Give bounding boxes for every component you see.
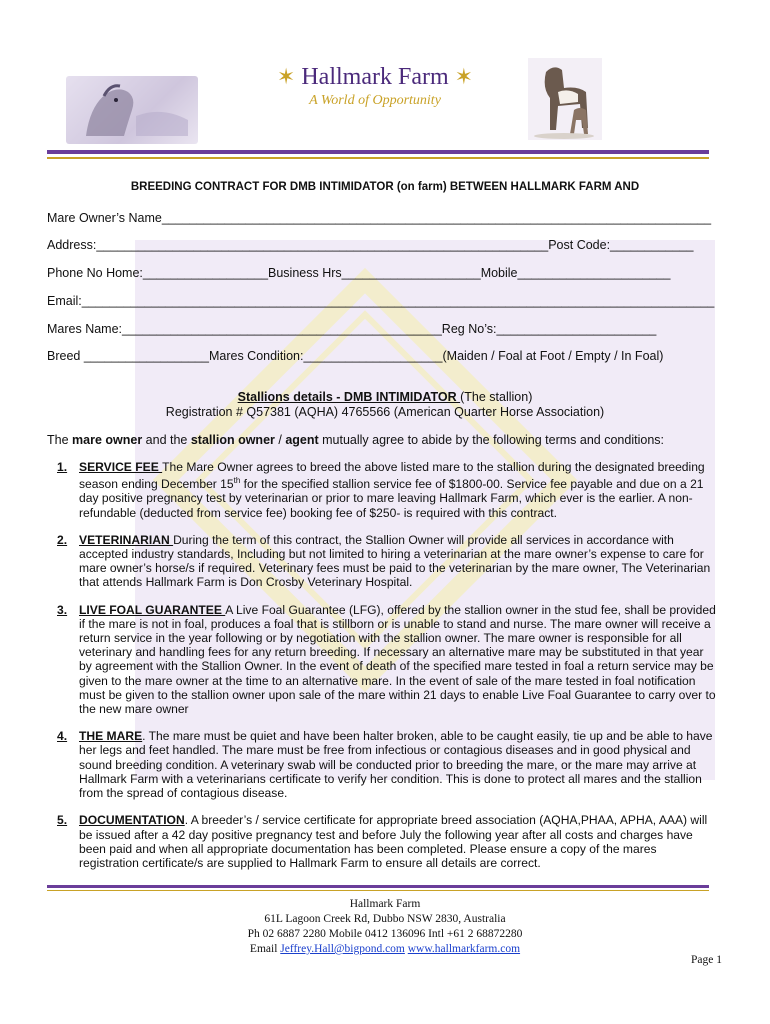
clause-number: 3. (57, 602, 68, 617)
stallion-heading-suffix: (The stallion) (460, 390, 533, 404)
clause-text: for the specified stallion service fee of $1800-00. Service fee payable and due on a 21 day positive pregnancy test by veterinarian or prior to mare leaving Hallmark Farm, which ever is the earlier. A non-refundable (deducted from service fee) booking fee of $250- is required with this contract. (79, 477, 704, 520)
clauses-list (47, 460, 719, 883)
address-field: Address:_________________________________________________________________Post Code:____________ (47, 238, 694, 252)
clause-documentation (47, 813, 719, 870)
stallion-heading-title: Stallions details - DMB INTIMIDATOR (237, 390, 461, 404)
clause-body (79, 460, 719, 520)
intro-mare-owner: mare owner (72, 433, 143, 447)
page-number: Page 1 (691, 954, 722, 966)
footer-name: Hallmark Farm (349, 898, 421, 910)
clause-heading: THE MARE (79, 729, 143, 744)
mares-name-field: Mares Name:______________________________________________Reg No’s:_______________________ (47, 322, 657, 336)
stallion-heading (0, 390, 770, 404)
brand-name: Hallmark Farm (301, 64, 449, 90)
clause-body (79, 729, 719, 800)
clause-heading: DOCUMENTATION (79, 813, 185, 828)
clause-text: During the term of this contract, the Stallion Owner will provide all services in accordance with accepted industry standards, Including but not limited to hiring a veterinarian at the mare owner’s expense to care for mare owner’s horse/s if required. Veterinary fees must be paid to the veterinarian by the mare owner, The Veterinarian that attends Hallmark Farm is Don Crosby Veterinary Hospital. (79, 532, 711, 590)
intro-text: mutually agree to abide by the following terms and conditions: (318, 433, 664, 447)
clause-number: 1. (57, 460, 68, 474)
intro-text: and the (142, 433, 191, 447)
clause-heading: LIVE FOAL GUARANTEE (79, 602, 226, 617)
clause-number: 4. (57, 729, 68, 744)
star-icon: ✶ (454, 64, 474, 89)
clause-superscript: th (233, 476, 241, 486)
clause-text: . The mare must be quiet and have been halter broken, able to be caught easily, tie up and be able to have her legs and feet handled. The mare must be free from infectious or contagious diseases and in good physical and sound breeding condition. A veterinary swab will be conducted prior to breeding the mare, or the mare may arrive at Hallmark Farm with a veterinarians certificate to verify her condition. This is done to protect all mares and the stallion from the spread of contagious disease. (79, 729, 713, 801)
clause-heading: VETERINARIAN (79, 532, 174, 547)
footer-address: 61L Lagoon Creek Rd, Dubbo NSW 2830, Australia (264, 913, 506, 925)
clause-heading: SERVICE FEE (79, 460, 163, 474)
clause-body (79, 813, 719, 870)
breed-field: Breed __________________Mares Condition:____________________(Maiden / Foal at Foot / Empty / In Foal) (47, 349, 664, 363)
clause-text: A Live Foal Guarantee (LFG), offered by the stallion owner in the stud fee, shall be provided if the mare is not in foal, produces a foal that is stillborn or is unable to stand and nurse. The mare owner will receive a return service in the year following or by negotiation with the stallion owner. The mare owner is responsible for all veterinary and handling fees for any return breeding. If necessary an alternative mare may be substituted in that year by agreement with the Stallion Owner. In the event of death of the specified mare tested in foal a return service may be given to the mare owner at the time to an alternative mare. In the event of sale of the mare tested in foal notification must be given to the stallion owner upon sale of the mare within 21 days to enable Live Foal Guarantee to carry over to the new mare owner (79, 602, 716, 717)
footer (0, 897, 770, 957)
intro-text: / (274, 433, 286, 447)
owner-name-field: Mare Owner’s Name_______________________________________________________________________________ (47, 211, 712, 225)
clause-text: The Mare Owner agrees to breed the above listed mare to the stallion during the designated breeding season ending December 15 (79, 460, 705, 492)
brand-tagline: A World of Opportunity (309, 93, 441, 108)
clause-the-mare (47, 729, 719, 800)
clause-body (79, 603, 719, 717)
contract-title: BREEDING CONTRACT FOR DMB INTIMIDATOR (on farm) BETWEEN HALLMARK FARM AND (130, 181, 640, 193)
email-field: Email:___________________________________________________________________________________________ (47, 294, 715, 308)
brand-block (240, 64, 510, 109)
intro-text: The (47, 433, 73, 447)
footer-email-label: Email (249, 943, 281, 955)
intro-paragraph (47, 433, 664, 447)
email-link[interactable]: Jeffrey.Hall@bigpond.com (280, 943, 405, 955)
star-icon: ✶ (276, 64, 296, 89)
header-divider-gold (47, 157, 709, 159)
stallion-registration: Registration # Q57381 (AQHA) 4765566 (American Quarter Horse Association) (165, 405, 605, 419)
header-divider (47, 150, 709, 154)
clause-number: 5. (57, 813, 68, 828)
website-link[interactable]: www.hallmarkfarm.com (407, 943, 521, 955)
clause-live-foal-guarantee (47, 603, 719, 717)
clause-service-fee (47, 460, 719, 520)
clause-text: . A breeder’s / service certificate for appropriate breed association (AQHA,PHAA, APHA, AAA) will be issued after a 42 day positive pregnancy test and before July the following year after all costs and charges have been paid and when all appropriate documentation has been completed. Please ensure a copy of the mares registration certificate/s are supplied to Hallmark Farm to ensure all details are correct. (79, 813, 708, 870)
brand-title (240, 64, 510, 91)
phone-field: Phone No Home:__________________Business Hrs____________________Mobile______________________ (47, 266, 671, 280)
footer-phone: Ph 02 6887 2280 Mobile 0412 136096 Intl +61 2 68872280 (247, 928, 523, 940)
footer-contact (0, 942, 770, 957)
footer-divider-gold (47, 890, 709, 891)
clause-number: 2. (57, 532, 68, 547)
footer-divider (47, 885, 709, 888)
clause-body (79, 533, 719, 590)
intro-stallion-owner: stallion owner (190, 433, 275, 447)
horse-photo-logo (66, 76, 198, 144)
mare-foal-photo (528, 58, 602, 140)
intro-agent: agent (285, 433, 319, 447)
clause-veterinarian (47, 533, 719, 590)
